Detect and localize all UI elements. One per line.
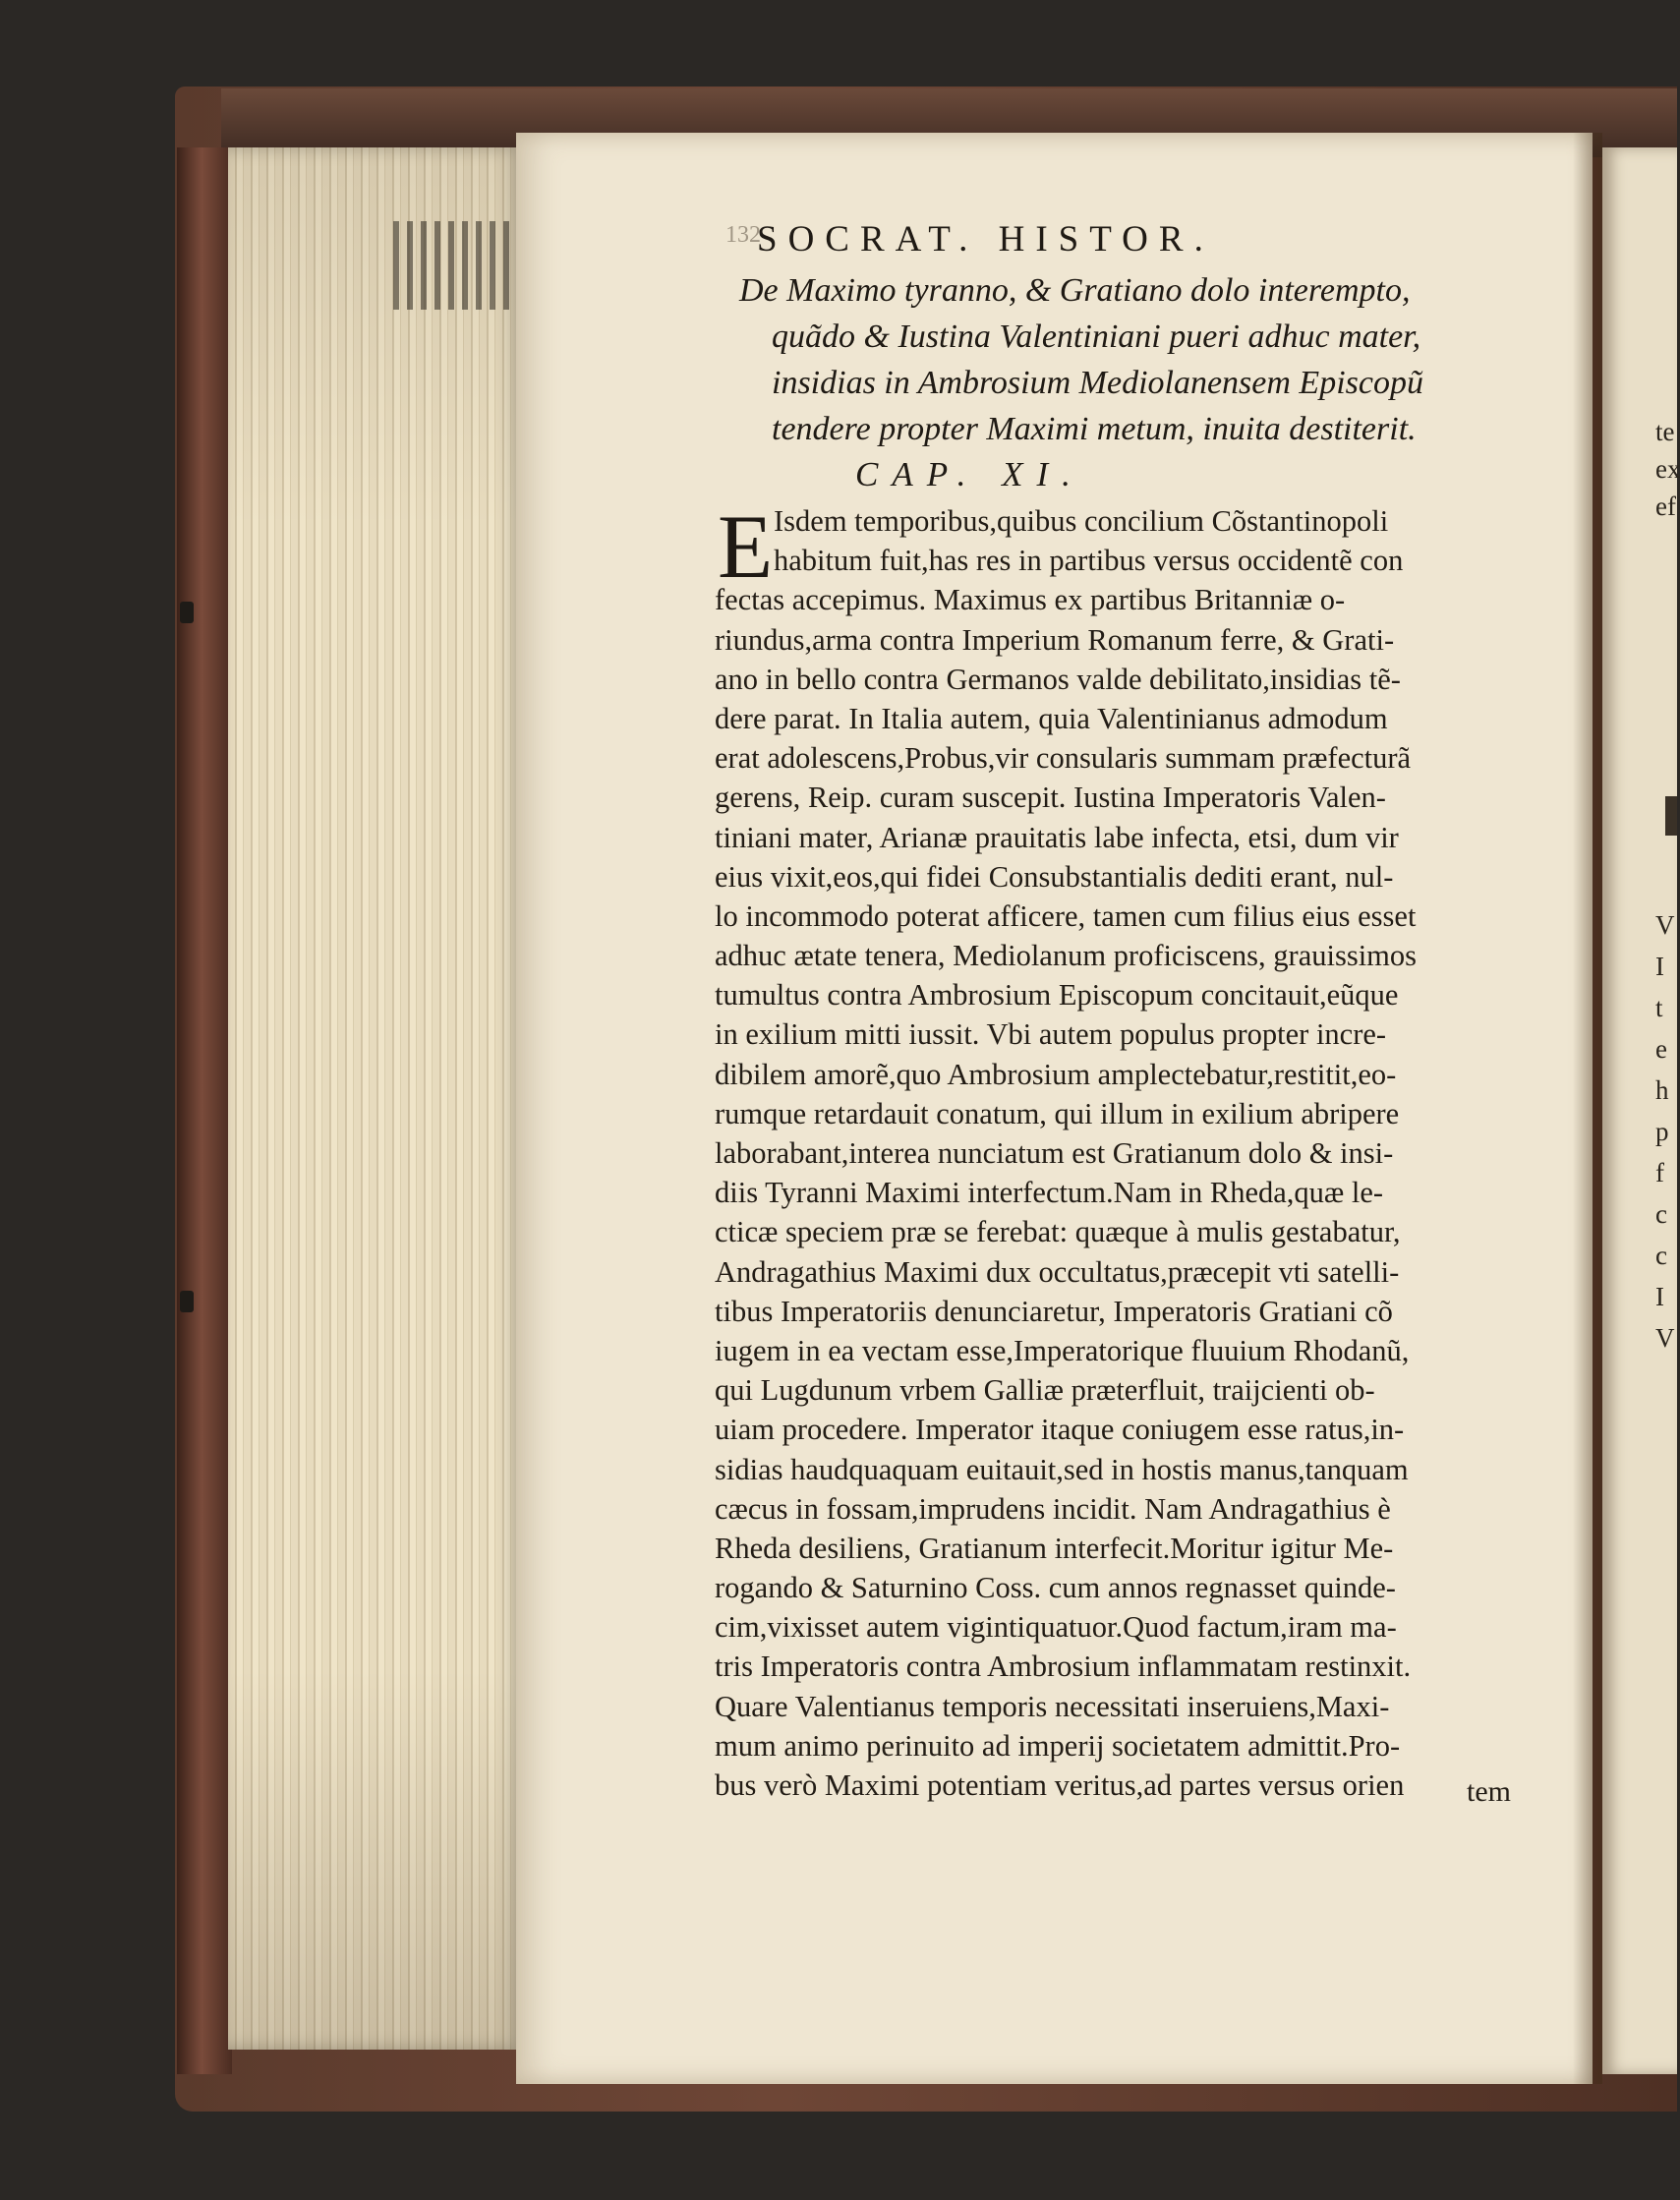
text-line: rumque retardauit conatum, qui illum in exilium abripere [715, 1096, 1400, 1130]
text-line: riundus,arma contra Imperium Romanum ferre, & Grati- [715, 622, 1395, 657]
adjacent-page-fragment: c [1655, 1241, 1667, 1270]
page-number: 132 [725, 222, 761, 248]
text-line: Rheda desiliens, Gratianum interfecit.Moritur igitur Me- [715, 1531, 1394, 1565]
text-line: dibilem amorẽ,quo Ambrosium amplectebatur,restitit,eo- [715, 1057, 1397, 1091]
catchword: tem [1467, 1775, 1511, 1808]
text-line: eius vixit,eos,qui fidei Consubstantialis dediti erant, nul- [715, 859, 1394, 894]
chapter-heading-line: tendere propter Maximi metum, inuita destiterit. [772, 411, 1417, 447]
text-line: cæcus in fossam,imprudens incidit. Nam Andragathius è [715, 1491, 1391, 1526]
adjacent-page-fragment: I [1655, 952, 1664, 981]
running-head: SOCRAT. HISTOR. [757, 219, 1214, 260]
adjacent-page-fragment: f [1655, 1158, 1664, 1187]
text-line: iugem in ea vectam esse,Imperatorique fluuium Rhodanũ, [715, 1333, 1410, 1367]
text-line: sidias haudquaquam euitauit,sed in hostis manus,tanquam [715, 1452, 1409, 1486]
text-line: uiam procedere. Imperator itaque coniugem esse ratus,in- [715, 1413, 1405, 1447]
text-line: Andragathius Maximi dux occultatus,præcepit vti satelli- [715, 1254, 1400, 1289]
clasp-icon [180, 1291, 194, 1312]
adjacent-page-fragment: e [1655, 1034, 1667, 1064]
text-line: cticæ speciem præ se ferebat: quæque à mulis gestabatur, [715, 1215, 1401, 1249]
adjacent-page-fragment: V [1655, 910, 1675, 940]
text-line: tiniani mater, Arianæ prauitatis labe infecta, etsi, dum vir [715, 820, 1399, 854]
gutter-shadow [1573, 133, 1602, 2084]
text-line: tumultus contra Ambrosium Episcopum concitauit,eũque [715, 978, 1399, 1013]
page-block-shading [228, 147, 523, 2050]
text-line: tris Imperatoris contra Ambrosium inflammatam restinxit. [715, 1650, 1412, 1684]
adjacent-page [1602, 147, 1680, 2074]
chapter-heading-line: De Maximo tyranno, & Gratiano dolo interempto, [739, 272, 1411, 309]
adjacent-page-fragment: c [1655, 1199, 1667, 1229]
text-line: adhuc ætate tenera, Mediolanum proficiscens, grauissimos [715, 939, 1418, 973]
text-line: Isdem temporibus,quibus concilium Cõstantinopoli [774, 504, 1389, 538]
adjacent-page-fragment: I [1655, 1282, 1664, 1311]
text-line: Quare Valentianus temporis necessitati inseruiens,Maxi- [715, 1689, 1390, 1723]
adjacent-page-fragment: h [1655, 1075, 1669, 1105]
adjacent-page-fragment: V [1655, 1323, 1675, 1353]
text-line: laborabant,interea nunciatum est Gratianum dolo & insi- [715, 1136, 1394, 1170]
chapter-heading-line: insidias in Ambrosium Mediolanensem Episcopũ [772, 365, 1423, 401]
chapter-heading-line: quãdo & Iustina Valentiniani pueri adhuc mater, [772, 318, 1421, 355]
body-text [715, 496, 1531, 1805]
adjacent-page-fragment: te [1655, 417, 1675, 446]
text-line: rogando & Saturnino Coss. cum annos regnasset quinde- [715, 1571, 1396, 1605]
adjacent-page-mark [1665, 796, 1677, 836]
text-line: cim,vixisset autem vigintiquatuor.Quod factum,iram ma- [715, 1610, 1397, 1645]
edge-stamp-mark [393, 221, 511, 310]
text-line: mum animo perinuito ad imperij societatem admittit.Pro- [715, 1728, 1401, 1763]
text-line: lo incommodo poterat afficere, tamen cum filius eius esset [715, 898, 1417, 933]
text-line: tibus Imperatoriis denunciaretur, Imperatoris Gratiani cõ [715, 1294, 1393, 1328]
chapter-number: CAP. XI. [855, 455, 1084, 493]
adjacent-page-fragment: ex [1655, 454, 1680, 484]
text-line: erat adolescens,Probus,vir consularis summam præfecturã [715, 741, 1412, 776]
text-line: dere parat. In Italia autem, quia Valentinianus admodum [715, 701, 1388, 735]
text-line: gerens, Reip. curam suscepit. Iustina Imperatoris Valen- [715, 781, 1386, 815]
spine-edge-leather [177, 147, 232, 2074]
text-line: in exilium mitti iussit. Vbi autem populus propter incre- [715, 1017, 1387, 1052]
text-line: habitum fuit,has res in partibus versus occidentẽ con [774, 544, 1404, 578]
text-line: fectas accepimus. Maximus ex partibus Britanniæ o- [715, 583, 1346, 617]
adjacent-page-fragment: p [1655, 1117, 1669, 1146]
text-line: ano in bello contra Germanos valde debilitato,insidias tẽ- [715, 662, 1401, 696]
drop-cap: E [718, 496, 774, 597]
clasp-icon [180, 602, 194, 623]
adjacent-page-fragment: ef [1655, 492, 1676, 521]
text-line: bus verò Maximi potentiam veritus,ad partes versus orien [715, 1768, 1405, 1802]
adjacent-page-fragment: t [1655, 993, 1663, 1022]
text-line: diis Tyranni Maximi interfectum.Nam in Rheda,quæ le- [715, 1176, 1384, 1210]
chapter-heading [739, 267, 1526, 452]
text-line: qui Lugdunum vrbem Galliæ præterfluit, traijcienti ob- [715, 1373, 1375, 1408]
